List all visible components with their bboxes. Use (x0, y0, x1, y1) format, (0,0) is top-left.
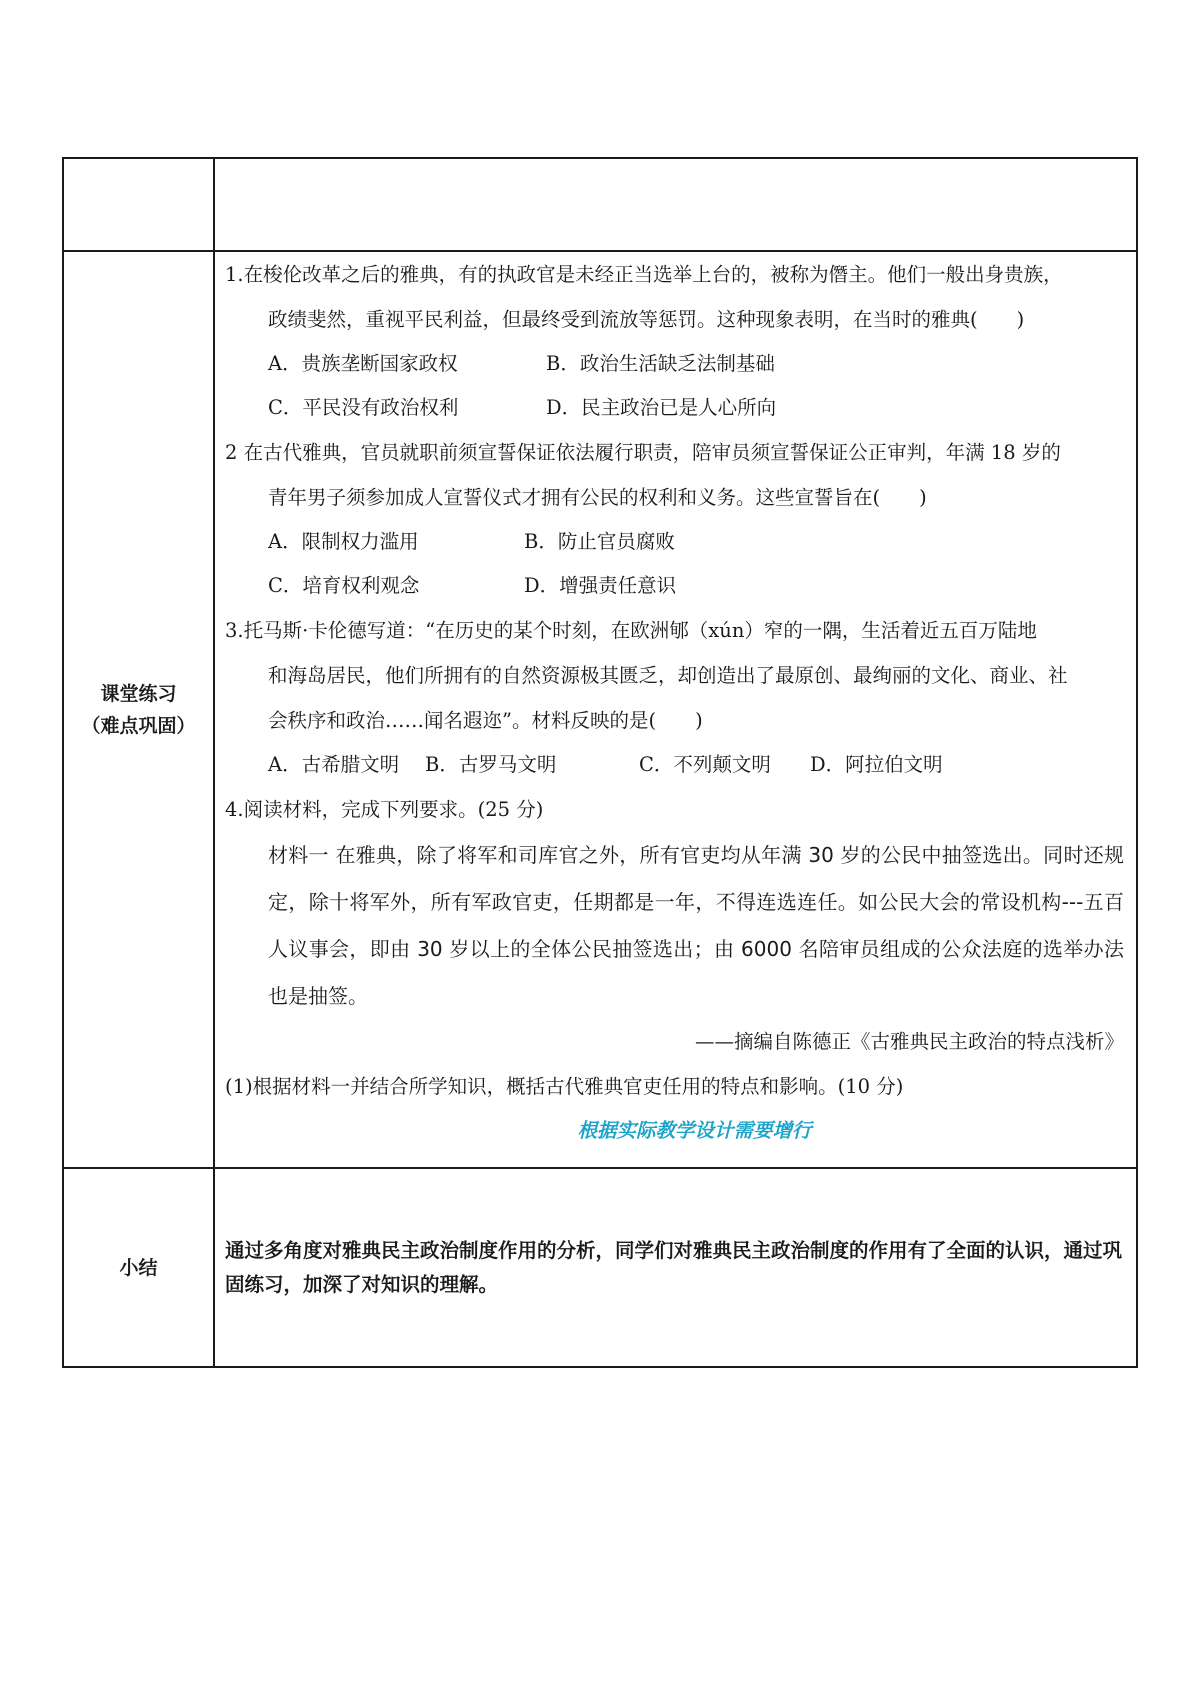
q3-option-b: B．古罗马文明 (425, 753, 557, 776)
question-4-sub1: (1)根据材料一并结合所学知识，概括古代雅典官吏任用的特点和影响。(10 分) (225, 1075, 904, 1098)
question-4 (225, 787, 1124, 1109)
row-label-practice (64, 252, 215, 1167)
question-1 (225, 252, 1124, 430)
q1-option-c: C．平民没有政治权利 (268, 396, 459, 419)
question-3-line2: 和海岛居民，他们所拥有的自然资源极其匮乏，却创造出了最原创、最绚丽的文化、商业、社 (268, 664, 1068, 687)
question-3 (225, 608, 1124, 787)
q1-option-a: A．贵族垄断国家政权 (268, 352, 458, 375)
row-label-empty (64, 159, 215, 250)
question-2 (225, 430, 1124, 608)
practice-label-line2: （难点巩固） (81, 714, 196, 737)
q2-option-a: A．限制权力滥用 (268, 530, 419, 553)
question-2-options-cd (225, 564, 1124, 608)
q3-option-d: D．阿拉伯文明 (810, 753, 943, 776)
question-2-line1: 2 在古代雅典，官员就职前须宣誓保证依法履行职责，陪审员须宣誓保证公正审判，年满 18 岁的 (225, 441, 1061, 464)
row-content-empty (215, 159, 1136, 250)
summary-content (215, 1169, 1136, 1366)
practice-label-line1: 课堂练习 (100, 682, 177, 705)
question-2-line2: 青年男子须参加成人宣誓仪式才拥有公民的权利和义务。这些宣誓旨在( ) (268, 486, 927, 509)
practice-content (215, 252, 1136, 1167)
q2-option-b: B．防止官员腐败 (524, 530, 675, 553)
question-3-options (225, 743, 1124, 787)
question-1-options-cd (225, 386, 1124, 430)
lesson-plan-table (62, 157, 1138, 1368)
table-row-empty (64, 159, 1136, 252)
question-4-source: ——摘编自陈德正《古雅典民主政治的特点浅析》 (694, 1030, 1124, 1053)
question-4-intro: 4.阅读材料，完成下列要求。(25 分) (225, 798, 544, 821)
question-2-options-ab (225, 520, 1124, 564)
q3-option-c: C．不列颠文明 (639, 753, 771, 776)
question-4-material: 材料一 在雅典，除了将军和司库官之外，所有官吏均从年满 30 岁的公民中抽签选出。同时还规定，除十将军外，所有军政官吏，任期都是一年，不得连选连任。如公民大会的常设机构---五百人议事会，即由 30 岁以上的全体公民抽签选出；由 6000 名陪审员组成的公众法庭的选举办法也是抽签。 (268, 843, 1124, 1008)
question-1-options-ab (225, 342, 1124, 386)
q3-option-a: A．古希腊文明 (268, 753, 400, 776)
q2-option-c: C．培育权利观念 (268, 574, 420, 597)
table-row-summary (64, 1169, 1136, 1366)
table-row-practice (64, 252, 1136, 1169)
q1-option-b: B．政治生活缺乏法制基础 (546, 352, 775, 375)
add-rows-note: 根据实际教学设计需要增行 (577, 1119, 812, 1142)
question-3-line3: 会秩序和政治……闻名遐迩”。材料反映的是( ) (268, 709, 703, 732)
question-1-line1: 1.在梭伦改革之后的雅典，有的执政官是未经正当选举上台的，被称为僭主。他们一般出身贵族， (225, 263, 1063, 286)
question-1-line2: 政绩斐然，重视平民利益，但最终受到流放等惩罚。这种现象表明，在当时的雅典( ) (268, 308, 1025, 331)
summary-text: 通过多角度对雅典民主政治制度作用的分析，同学们对雅典民主政治制度的作用有了全面的认识，通过巩固练习，加深了对知识的理解。 (225, 1238, 1123, 1296)
question-3-line1: 3.托马斯·卡伦德写道：“在历史的某个时刻，在欧洲郇（xún）窄的一隅，生活着近五百万陆地 (225, 619, 1037, 642)
q2-option-d: D．增强责任意识 (524, 574, 677, 597)
row-label-summary: 小结 (64, 1169, 215, 1366)
q1-option-d: D．民主政治已是人心所向 (546, 396, 777, 419)
